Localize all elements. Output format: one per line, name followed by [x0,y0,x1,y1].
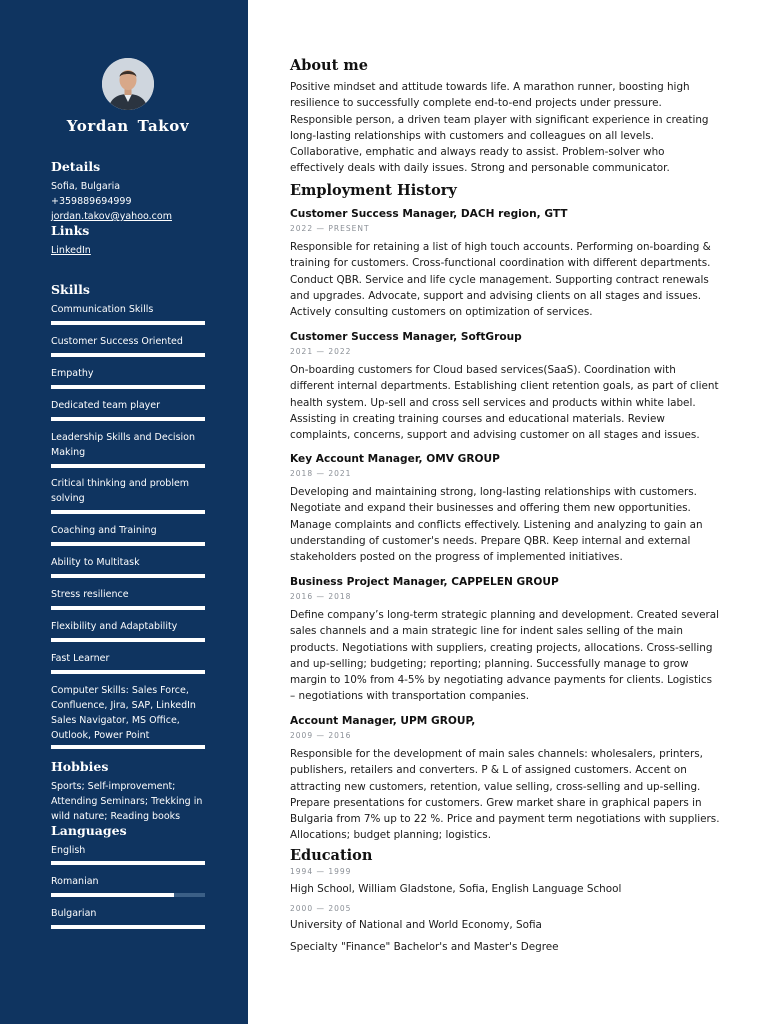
job-dates: 2009 — 2016 [290,731,352,740]
language-level-fill [51,893,174,897]
hobbies-heading: Hobbies [51,759,109,774]
skill-level-bar [51,417,205,421]
skill-level-bar [51,638,205,642]
skill-label: Fast Learner [51,653,110,664]
job-description: Define company’s long-term strategic planning and development. Created several sales channels and a main strategic line for indent sales selling of the main products. Negotiations with suppliers, creating projects, allocations. Cross-selling and up-selling; budgeting; reporting; planning. Successfully manage to grow margin to 10% from 4-5% by negotiating advance payments for clients. Logistics – negotiations with transportation companies. [290,609,720,703]
language-level-bar [51,861,205,865]
language-level-bar [51,893,205,897]
skill-label: Stress resilience [51,589,129,600]
skill-label: Critical thinking and problem solving [51,478,190,504]
employment-heading: Employment History [290,182,457,199]
skill-label: Ability to Multitask [51,557,140,568]
skill-label: Customer Success Oriented [51,336,183,347]
skill-level-bar [51,321,205,325]
details-email-link[interactable]: jordan.takov@yahoo.com [51,211,172,222]
skill-level-bar [51,353,205,357]
skill-label: Leadership Skills and Decision Making [51,432,195,458]
job-dates: 2018 — 2021 [290,469,352,478]
profile-name: Yordan Takov [66,117,190,135]
skill-level-bar [51,606,205,610]
education-dates: 1994 — 1999 [290,867,352,876]
language-level-fill [51,861,205,865]
language-label: English [51,845,86,856]
job-dates: 2021 — 2022 [290,347,352,356]
details-heading: Details [51,159,101,174]
skill-label: Communication Skills [51,304,154,315]
job-title: Customer Success Manager, SoftGroup [290,331,522,343]
education-line: Specialty "Finance" Bachelor's and Master's Degree [290,941,559,953]
job-description: Developing and maintaining strong, long-lasting relationships with customers. Negotiate and expand their businesses and offering them new opportunities. Manage complaints and conflicts effectively. Listening and analyzing to gain an understanding of customer's needs. Prepare QBR. Keep internal and external stakeholders posted on the progress of implemented initiatives. [290,486,703,564]
job-description: Responsible for the development of main sales channels: wholesalers, printers, publishers, retailers and converters. P & L of assigned customers. Accent on attracting new customers, retention, value selling, cross-selling and up-selling. Prepare presentations for customers. Grew market share in graphical papers in Bulgaria from 7% up to 22 %. Price and payment term negotiations with suppliers. Allocations; budget planning; logistics. [290,748,720,842]
skill-label: Coaching and Training [51,525,157,536]
languages-heading: Languages [51,823,127,838]
skill-level-bar [51,574,205,578]
sidebar [0,0,248,1024]
language-label: Romanian [51,876,99,887]
skills-heading: Skills [51,282,90,297]
education-dates: 2000 — 2005 [290,904,352,913]
education-line: University of National and World Economy, Sofia [290,919,542,931]
skill-label: Dedicated team player [51,400,161,411]
language-level-bar [51,925,205,929]
skill-label: Empathy [51,368,94,379]
language-label: Bulgarian [51,908,97,919]
job-description: Responsible for retaining a list of high touch accounts. Performing on-boarding & training for customers. Cross-functional coordination with different departments. Conduct QBR. Service and life cycle management. Supporting contract renewals and upgrades. Advocate, support and advising clients on all stages and issues. Actively consulting customers on optimization of services. [290,241,711,319]
profile-photo [102,58,154,110]
job-title: Business Project Manager, CAPPELEN GROUP [290,576,559,588]
avatar [102,58,154,110]
about-text: Positive mindset and attitude towards life. A marathon runner, boosting high resilience to successfully complete end-to-end projects under pressure. Responsible person, a driven team player with significant experience in creating long-lasting relationships with customers and colleagues on all levels. Collaborative, emphatic and always ready to assist. Problem-solver who effectively deals with daily issues. Strong and personable communicator. [290,81,709,175]
links-heading: Links [51,223,90,238]
skill-label: Flexibility and Adaptability [51,621,178,632]
about-heading: About me [290,57,368,74]
job-dates: 2016 — 2018 [290,592,352,601]
job-title: Customer Success Manager, DACH region, GTT [290,208,568,220]
skill-level-bar [51,385,205,389]
job-title: Key Account Manager, OMV GROUP [290,453,500,465]
job-description: On-boarding customers for Cloud based services(SaaS). Coordination with different internal departments. Establishing client retention goals, as part of client health system. Up-sell and cross sell services and products within white label. Assisting in creating training courses and educational materials. Review complaints, concerns, support and advising customer on all stages and issues. [290,364,719,442]
language-level-fill [51,925,205,929]
skill-level-bar [51,745,205,749]
skill-level-bar [51,542,205,546]
job-dates: 2022 — PRESENT [290,224,370,233]
skill-level-bar [51,670,205,674]
hobbies-text: Sports; Self-improvement; Attending Seminars; Trekking in wild nature; Reading books [51,781,203,822]
skill-label: Computer Skills: Sales Force, Confluence, Jira, SAP, LinkedIn Sales Navigator, MS Office, Outlook, Power Point [51,685,196,741]
details-location: Sofia, Bulgaria [51,181,121,192]
job-title: Account Manager, UPM GROUP, [290,715,476,727]
skill-level-bar [51,510,205,514]
details-phone[interactable]: +359889694999 [51,196,132,207]
education-line: High School, William Gladstone, Sofia, English Language School [290,883,622,895]
education-heading: Education [290,847,373,864]
skill-level-bar [51,464,205,468]
linkedin-link[interactable]: LinkedIn [51,245,91,256]
